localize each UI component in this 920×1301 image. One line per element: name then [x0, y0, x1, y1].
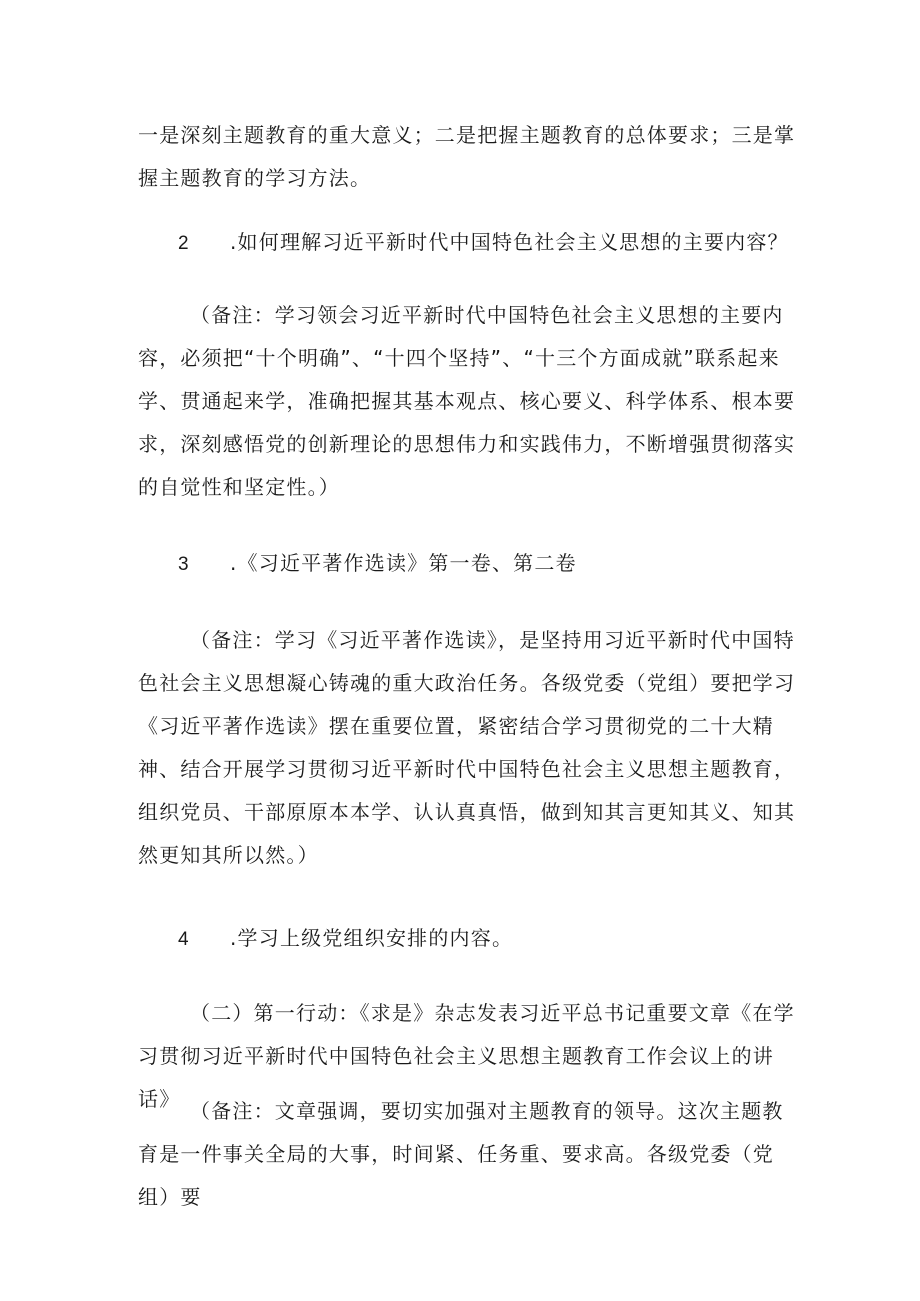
list-item-text: .学习上级党组织安排的内容。 [230, 926, 514, 950]
paragraph-intro: 一是深刻主题教育的重大意义；二是把握主题教育的总体要求；三是掌握主题教育的学习方法。 [138, 123, 796, 190]
section-heading-2: （二）第一行动：《求是》杂志发表习近平总书记重要文章《在学习贯彻习近平新时代中国特色社会主义思想主题教育工作会议上的讲话》 [138, 1001, 795, 1111]
list-item-2 [178, 221, 789, 265]
note-paragraph-2: （备注：学习领会习近平新时代中国特色社会主义思想的主要内容，必须把“十个明确”、“十四个坚持”、“十三个方面成就”联系起来学、贯通起来学，准确把握其基本观点、核心要义、科学体系、根本要求，深刻感悟党的创新理论的思想伟力和实践伟力，不断增强贯彻落实的自觉性和坚定性。） [138, 303, 796, 499]
list-item-4 [178, 917, 513, 961]
list-item-number: 2 [178, 233, 190, 254]
list-item-text: .如何理解习近平新时代中国特色社会主义思想的主要内容？ [230, 230, 789, 254]
list-item-3 [178, 542, 577, 586]
list-item-number: 3 [178, 554, 190, 575]
note-paragraph-last: （备注：文章强调，要切实加强对主题教育的领导。这次主题教育是一件事关全局的大事，时间紧、任务重、要求高。各级党委（党组）要 [138, 1099, 784, 1209]
list-item-number: 4 [178, 929, 190, 950]
list-item-text: .《习近平著作选读》第一卷、第二卷 [230, 551, 577, 575]
note-paragraph-3: （备注：学习《习近平著作选读》，是坚持用习近平新时代中国特色社会主义思想凝心铸魂的重大政治任务。各级党委（党组）要把学习《习近平著作选读》摆在重要位置，紧密结合学习贯彻党的二十大精神、结合开展学习贯彻习近平新时代中国特色社会主义思想主题教育，组织党员、干部原原本本学、认认真真悟，做到知其言更知其义、知其然更知其所以然。） [138, 628, 796, 867]
